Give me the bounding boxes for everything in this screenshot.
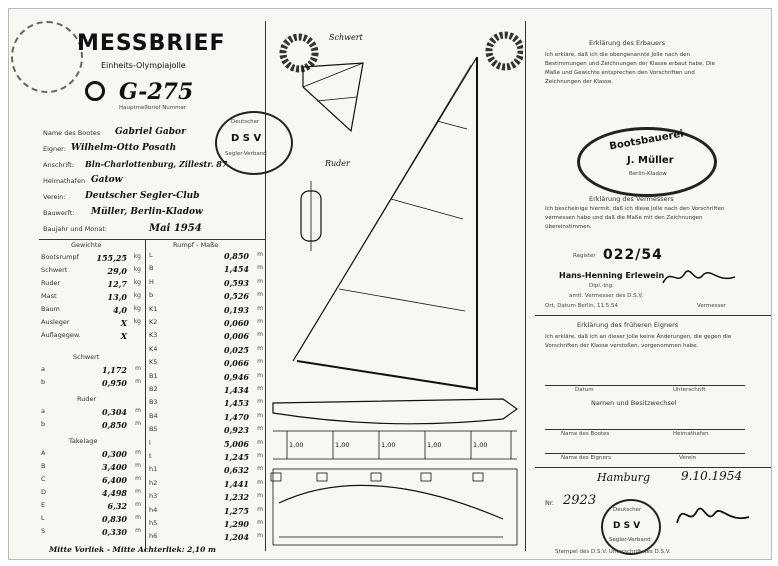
seal-emblem <box>11 21 83 93</box>
builder-value: Müller, Berlin-Kladow <box>91 207 203 217</box>
rumpf-value: 1,232 <box>223 492 249 503</box>
rumpf-value: 0,066 <box>223 358 249 369</box>
number-value: 2923 <box>563 493 597 508</box>
takelage-value: 0,330 <box>101 527 127 537</box>
takelage-value: 6,32 <box>107 501 127 511</box>
weight-value: X <box>120 318 127 328</box>
rumpf-label: h4 <box>149 505 158 514</box>
schwert-unit: m <box>135 365 141 372</box>
rumpf-value: 1,290 <box>223 519 249 529</box>
rumpf-unit: m <box>257 264 263 272</box>
sail-number-caption: Hauptmeßbrief Nummer <box>119 105 187 111</box>
rumpf-unit: m <box>257 277 263 285</box>
takelage-unit: m <box>135 449 141 456</box>
station-dimension: 1,00 <box>427 441 442 449</box>
dsv-signature <box>673 497 753 529</box>
surveyor-signature <box>659 265 739 289</box>
takelage-value: 0,830 <box>101 514 127 524</box>
rumpf-value: 1,275 <box>223 505 249 516</box>
schwert-label: Schwert <box>329 33 363 42</box>
ownership-change-heading: Namen und Besitzwechsel <box>591 399 677 407</box>
sheer-frame <box>273 469 517 545</box>
former-owner-heading: Erklärung des früheren Eigners <box>577 321 679 329</box>
builder-declaration-heading: Erklärung des Erbauers <box>589 39 666 47</box>
weight-label: Bootsrumpf <box>41 253 79 261</box>
build-date-value: Mai 1954 <box>149 223 202 234</box>
weight-unit: kg <box>133 266 141 273</box>
batten-1 <box>437 121 467 129</box>
rumpf-label: B <box>149 264 154 273</box>
club-label: Verein: <box>43 193 66 201</box>
sail-number: G-275 <box>119 79 194 105</box>
address-value: Bln-Charlottenburg, Zillestr. 87 <box>85 159 228 169</box>
rumpf-label: B2 <box>149 385 158 393</box>
boat-name-value: Gabriel Gabor <box>115 127 186 137</box>
rumpf-row <box>147 532 265 544</box>
home-port-value: Gatow <box>91 175 123 185</box>
rumpf-label: h1 <box>149 465 158 474</box>
rumpf-row <box>147 372 265 384</box>
rumpf-heading: Rumpf - Maße <box>173 241 219 249</box>
rumpf-unit: m <box>257 358 263 366</box>
rumpf-unit: m <box>257 331 263 339</box>
weight-value: 12,7 <box>107 279 127 289</box>
rumpf-value: 0,193 <box>223 304 249 315</box>
weight-value: 29,0 <box>107 266 127 276</box>
rumpf-unit: m <box>257 411 263 419</box>
punch-hole-right <box>489 35 521 67</box>
rumpf-column <box>147 241 265 551</box>
weight-row <box>39 305 143 317</box>
dsv-final-mid: D S V <box>613 521 641 531</box>
dsv-stamp-mid: D S V <box>231 133 262 144</box>
weight-row <box>39 279 143 291</box>
rumpf-unit: m <box>257 492 263 500</box>
home-port-label: Heimathafen <box>43 177 86 185</box>
ruder-value: 0,850 <box>101 420 127 430</box>
rumpf-value: 1,434 <box>223 385 249 395</box>
takelage-label: L <box>41 514 45 522</box>
rumpf-label: K5 <box>149 358 158 367</box>
station-dimension: 1,00 <box>473 441 488 449</box>
takelage-value: 6,400 <box>101 475 127 485</box>
surveyor-title: Dipl.-Ing. <box>589 283 614 289</box>
rumpf-row <box>147 506 265 518</box>
rumpf-unit: m <box>257 344 263 352</box>
takelage-row <box>39 501 143 513</box>
footnote: Mitte Vorliek - Mitte Achterliek: 2,10 m <box>49 545 216 554</box>
rumpf-row <box>147 318 265 330</box>
sail-plan-drawing <box>267 21 523 549</box>
rumpf-label: h6 <box>149 532 158 541</box>
left-column <box>39 241 143 551</box>
rumpf-value: 1,470 <box>223 411 249 422</box>
rumpf-row <box>147 251 265 263</box>
dsv-final-bot: Segler-Verband <box>609 537 651 543</box>
build-date-label: Baujahr und Monat: <box>43 225 108 233</box>
field-datum: Datum <box>575 387 594 393</box>
rumpf-label: L <box>149 251 153 259</box>
schwert-label: b <box>41 378 46 386</box>
surveyor-heading: Erklärung des Vermessers <box>589 195 674 203</box>
field-line-3 <box>545 453 745 454</box>
rumpf-value: 1,245 <box>223 452 249 462</box>
dsv-final-top: Deutscher <box>613 507 642 513</box>
weight-unit: kg <box>133 253 141 260</box>
takelage-row <box>39 488 143 500</box>
rumpf-value: 0,060 <box>223 318 249 328</box>
boat-name-label: Name des Bootes <box>43 129 101 137</box>
takelage-row <box>39 475 143 487</box>
rumpf-value: 0,632 <box>223 465 249 476</box>
number-prefix: Nr. <box>545 499 555 507</box>
rumpf-row <box>147 439 265 451</box>
takelage-heading: Takelage <box>69 437 98 445</box>
rumpf-unit: m <box>257 519 263 526</box>
certificate-title: MESSBRIEF <box>77 31 226 56</box>
rumpf-unit: m <box>257 505 263 513</box>
rumpf-label: h3 <box>149 492 158 501</box>
schwert-heading: Schwert <box>73 353 100 361</box>
weight-unit: kg <box>133 305 141 312</box>
rumpf-row <box>147 305 265 317</box>
takelage-label: C <box>41 475 46 483</box>
weights-heading: Gewichte <box>71 241 102 249</box>
schwert-row <box>39 365 143 377</box>
schwert-value: 0,950 <box>101 378 127 388</box>
table-divider <box>145 239 146 551</box>
field-owner: Name des Eigners <box>561 455 611 461</box>
weight-label: Ausleger <box>41 318 70 326</box>
ruder-label: Ruder <box>325 159 350 168</box>
rumpf-unit: m <box>257 425 263 433</box>
weight-label: Ruder <box>41 279 61 287</box>
rumpf-label: h2 <box>149 478 158 487</box>
rumpf-label: B5 <box>149 425 158 434</box>
rumpf-value: 1,204 <box>223 532 249 543</box>
takelage-row <box>39 527 143 539</box>
rumpf-label: K2 <box>149 318 158 326</box>
section-divider-left <box>265 21 266 551</box>
rumpf-row <box>147 412 265 424</box>
rumpf-row <box>147 264 265 276</box>
rumpf-unit: m <box>257 532 263 540</box>
takelage-row <box>39 449 143 461</box>
rumpf-row <box>147 358 265 370</box>
surveyor-caption: Vermesser <box>697 303 727 309</box>
takelage-row <box>39 462 143 474</box>
rumpf-label: B4 <box>149 411 158 420</box>
rumpf-value: 0,593 <box>223 277 249 288</box>
surveyor-date-line: Ort, Datum Berlin, 11.5.54 <box>545 303 619 309</box>
weight-row <box>39 318 143 330</box>
station-boxes <box>271 473 483 481</box>
register-label: Register <box>573 253 596 259</box>
rumpf-value: 0,923 <box>223 425 249 436</box>
field-home-port: Heimathafen <box>673 431 709 437</box>
rumpf-unit: m <box>257 465 263 473</box>
certificate-subtitle: Einheits-Olympiajolle <box>101 61 186 70</box>
weight-label: Auflagegew. <box>41 331 81 339</box>
rumpf-unit: m <box>257 398 263 406</box>
schwert-row <box>39 378 143 390</box>
final-footer: Stempel des D.S.V. Unterschrift des D.S.V. <box>555 549 671 555</box>
rumpf-unit: m <box>257 371 263 379</box>
surveyor-text: Ich bescheinige hiermit, daß ich diese Jolle nach den Vorschriften vermessen habe und daß die Maße mit den Zeichnungen übereinstimmen. <box>545 206 725 230</box>
station-dimension: 1,00 <box>289 441 304 449</box>
rumpf-label: H <box>149 277 154 286</box>
station-dimension: 1,00 <box>381 441 396 449</box>
rumpf-value: 0,025 <box>223 344 249 355</box>
rumpf-label: t <box>149 452 152 460</box>
builder-declaration-text: Ich erkläre, daß ich die obengenannte Jolle nach den Bestimmungen und Zeichnungen der Klasse erbaut habe. Die Maße und Gewichte entsprechen den Vorschriften und Zeichnungen der Klasse. <box>545 52 715 85</box>
dsv-stamp-top: Deutscher <box>231 119 260 125</box>
rumpf-unit: m <box>257 304 263 312</box>
takelage-unit: m <box>135 488 141 495</box>
takelage-value: 0,300 <box>101 449 127 459</box>
ruder-unit: m <box>135 420 141 427</box>
rumpf-value: 0,006 <box>223 331 249 342</box>
builder-stamp-bot: Berlin-Kladow <box>629 171 667 177</box>
rumpf-label: B1 <box>149 371 158 380</box>
weight-unit: kg <box>133 279 141 286</box>
rumpf-row <box>147 385 265 397</box>
rumpf-label: K3 <box>149 331 158 340</box>
rumpf-row <box>147 519 265 531</box>
weight-value: X <box>120 331 127 341</box>
boom-line <box>297 361 477 389</box>
divider-1 <box>535 315 771 316</box>
weight-row <box>39 331 143 343</box>
takelage-label: D <box>41 488 47 496</box>
divider-2 <box>535 467 771 468</box>
ruder-row <box>39 407 143 419</box>
ruder-heading: Ruder <box>77 395 97 403</box>
rumpf-row <box>147 331 265 343</box>
takelage-unit: m <box>135 462 141 469</box>
address-label: Anschrift: <box>43 161 75 169</box>
rumpf-row <box>147 465 265 477</box>
weight-row <box>39 266 143 278</box>
rumpf-row <box>147 479 265 491</box>
takelage-unit: m <box>135 475 141 482</box>
takelage-label: B <box>41 462 46 470</box>
weight-unit: kg <box>133 292 141 299</box>
dsv-stamp-bot: Segler-Verband <box>225 151 267 157</box>
rumpf-row <box>147 452 265 464</box>
rumpf-value: 1,441 <box>223 478 249 489</box>
field-club: Verein <box>679 455 697 461</box>
rumpf-label: K4 <box>149 344 158 353</box>
weight-row <box>39 253 143 265</box>
weight-value: 4,0 <box>113 305 127 315</box>
rumpf-label: b <box>149 291 154 300</box>
rumpf-unit: m <box>257 478 263 486</box>
measurement-certificate <box>8 8 772 560</box>
ruder-label: a <box>41 407 45 415</box>
ring-icon <box>85 81 105 101</box>
takelage-label: A <box>41 449 46 457</box>
rumpf-label: h5 <box>149 519 158 527</box>
weight-label: Mast <box>41 292 57 300</box>
schwert-value: 1,172 <box>101 365 127 375</box>
issue-date: 9.10.1954 <box>681 469 743 483</box>
batten-2 <box>391 199 463 219</box>
takelage-unit: m <box>135 514 141 521</box>
owner-value: Wilhelm-Otto Posath <box>71 143 177 153</box>
weight-value: 155,25 <box>96 253 127 263</box>
ruder-unit: m <box>135 407 141 414</box>
rumpf-unit: m <box>257 251 263 258</box>
rumpf-row <box>147 398 265 410</box>
weight-row <box>39 292 143 304</box>
rumpf-value: 0,946 <box>223 371 249 382</box>
builder-stamp-top: Bootsbauerei <box>608 128 685 153</box>
ruder-row <box>39 420 143 432</box>
takelage-value: 3,400 <box>101 462 127 472</box>
rumpf-row <box>147 425 265 437</box>
table-top-rule <box>39 239 265 240</box>
takelage-unit: m <box>135 501 141 508</box>
ruder-value: 0,304 <box>101 407 127 417</box>
rumpf-value: 0,526 <box>223 291 249 302</box>
register-value: 022/54 <box>603 247 663 263</box>
rumpf-unit: m <box>257 452 263 459</box>
takelage-row <box>39 514 143 526</box>
section-divider-right <box>525 21 526 551</box>
owner-label: Eigner: <box>43 145 66 153</box>
schwert-unit: m <box>135 378 141 385</box>
former-owner-text: Ich erkläre, daß ich an dieser Jolle keine Änderungen, die gegen die Vorschriften der Klasse verstoßen, vorgenommen habe. <box>545 334 732 349</box>
rumpf-label: l <box>149 438 151 447</box>
rumpf-row <box>147 492 265 504</box>
rumpf-unit: m <box>257 385 263 392</box>
field-line-1 <box>545 385 745 386</box>
rumpf-label: K1 <box>149 304 158 313</box>
takelage-unit: m <box>135 527 141 534</box>
leech-line-inner <box>297 65 471 355</box>
field-boat-name: Name des Bootes <box>561 431 610 437</box>
takelage-label: E <box>41 501 46 509</box>
builder-label: Bauwerft: <box>43 209 75 217</box>
weight-value: 13,0 <box>107 292 127 302</box>
issue-place: Hamburg <box>597 471 651 484</box>
rumpf-row <box>147 345 265 357</box>
rumpf-value: 5,006 <box>223 438 249 449</box>
builder-stamp-mid: J. Müller <box>627 155 674 166</box>
rumpf-unit: m <box>257 318 263 325</box>
rumpf-row <box>147 278 265 290</box>
rumpf-value: 1,454 <box>223 264 249 275</box>
rumpf-label: B3 <box>149 398 158 407</box>
rumpf-value: 0,850 <box>223 251 249 261</box>
sheer-curve <box>279 485 503 519</box>
club-value: Deutscher Segler-Club <box>85 191 200 201</box>
rumpf-value: 1,453 <box>223 398 249 409</box>
field-line-2 <box>545 429 745 430</box>
takelage-value: 4,498 <box>101 488 127 498</box>
rumpf-unit: m <box>257 438 263 446</box>
field-unterschrift: Unterschrift <box>673 387 706 393</box>
schwert-label: a <box>41 365 45 373</box>
hull-profile <box>273 399 517 424</box>
punch-hole-left <box>283 37 315 69</box>
batten-3 <box>339 289 465 311</box>
surveyor-sub: amtl. Vermesser des D.S.V. <box>569 293 644 299</box>
rumpf-unit: m <box>257 291 263 299</box>
ruder-label: b <box>41 420 46 428</box>
surveyor-name: Hans-Henning Erlewein <box>559 271 665 280</box>
weight-label: Schwert <box>41 266 68 274</box>
weight-label: Baum <box>41 305 60 313</box>
station-dimensions <box>279 441 519 451</box>
station-dimension: 1,00 <box>335 441 350 449</box>
takelage-label: S <box>41 527 46 535</box>
weight-unit: kg <box>133 318 141 325</box>
rumpf-row <box>147 291 265 303</box>
